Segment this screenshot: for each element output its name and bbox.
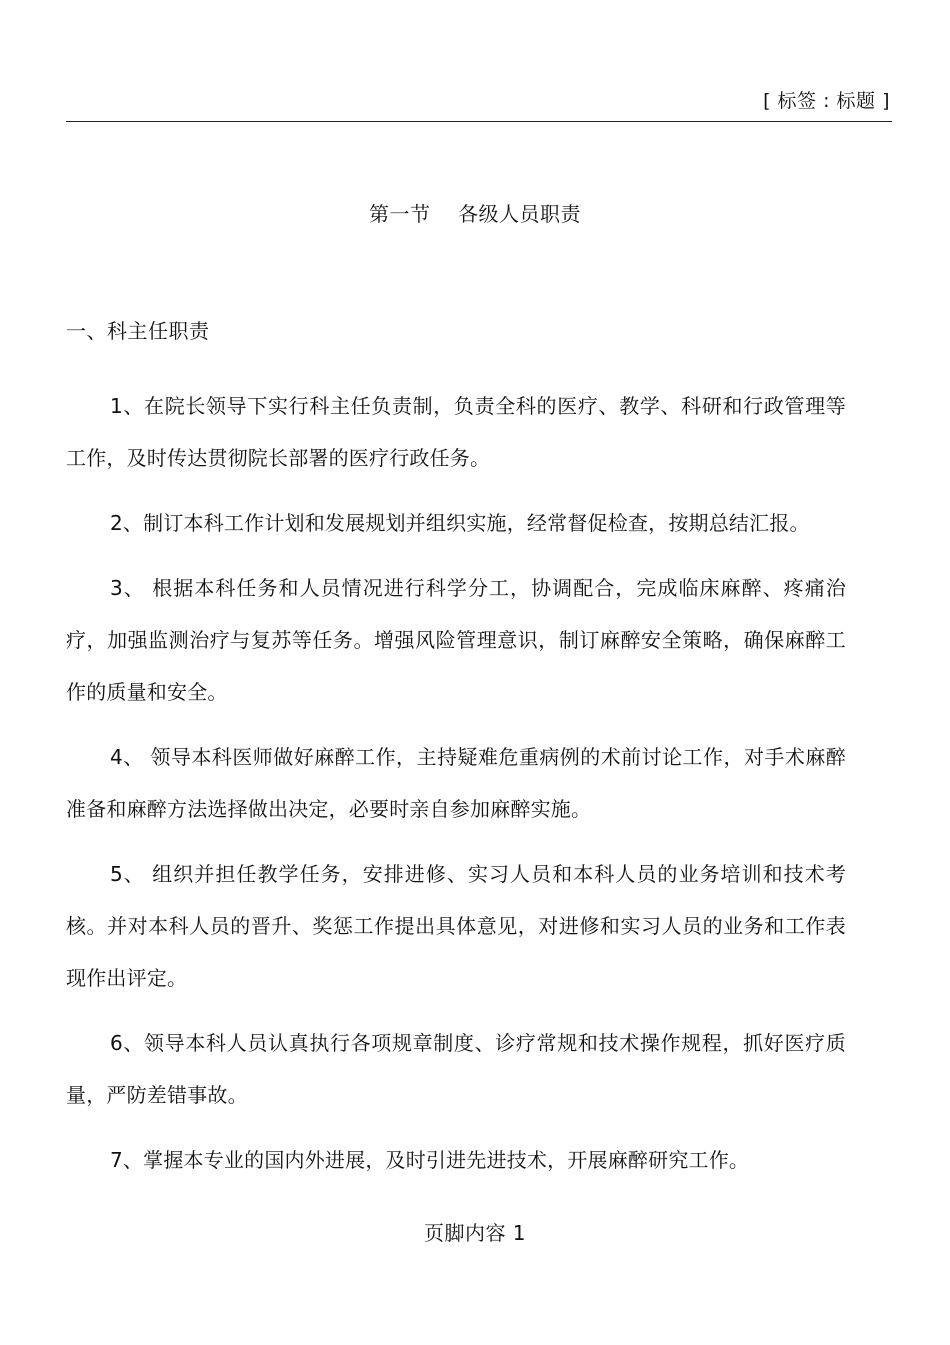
- page-footer: 页脚内容 1: [423, 1221, 527, 1245]
- duty-paragraph: 4、 领导本科医师做好麻醉工作，主持疑难危重病例的术前讨论工作，对手术麻醉准备和麻醉方法选择做出决定，必要时亲自参加麻醉实施。: [66, 745, 846, 821]
- section-title: 第一节 各级人员职责: [369, 202, 581, 226]
- duty-paragraph: 1、在院长领导下实行科主任负责制，负责全科的医疗、教学、科研和行政管理等工作，及时传达贯彻院长部署的医疗行政任务。: [66, 394, 846, 470]
- duty-paragraph: 5、 组织并担任教学任务，安排进修、实习人员和本科人员的业务培训和技术考核。并对本科人员的晋升、奖惩工作提出具体意见，对进修和实习人员的业务和工作表现作出评定。: [66, 862, 846, 990]
- header-tag: [ 标签 : 标题 ]: [763, 90, 890, 112]
- header-divider: [66, 121, 892, 122]
- duty-paragraph: 7、掌握本专业的国内外进展，及时引进先进技术，开展麻醉研究工作。: [110, 1148, 750, 1172]
- duties-list: [66, 380, 846, 1199]
- subheading-director-duties: 一、科主任职责: [66, 319, 210, 343]
- duty-paragraph: 3、 根据本科任务和人员情况进行科学分工，协调配合，完成临床麻醉、疼痛治疗，加强监测治疗与复苏等任务。增强风险管理意识，制订麻醉安全策略，确保麻醉工作的质量和安全。: [66, 576, 846, 704]
- duty-paragraph: 6、领导本科人员认真执行各项规章制度、诊疗常规和技术操作规程，抓好医疗质量，严防差错事故。: [66, 1031, 846, 1107]
- duty-paragraph: 2、制订本科工作计划和发展规划并组织实施，经常督促检查，按期总结汇报。: [110, 511, 810, 535]
